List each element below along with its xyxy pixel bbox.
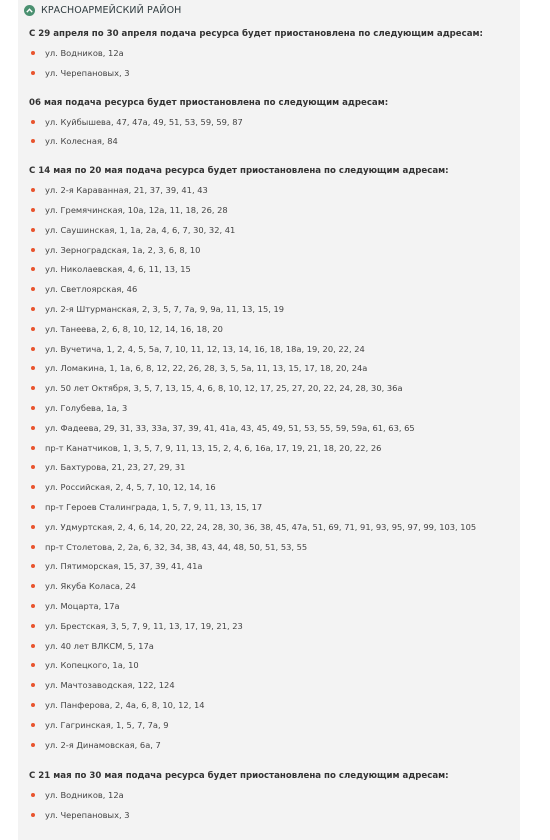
address-item: ул. Копецкого, 1а, 10: [29, 659, 520, 679]
address-item: ул. Бахтурова, 21, 23, 27, 29, 31: [29, 461, 520, 481]
address-item: ул. Светлоярская, 46: [29, 283, 520, 303]
address-item: ул. Колесная, 84: [29, 135, 520, 155]
address-item: ул. Моцарта, 17а: [29, 600, 520, 620]
section-title: 06 мая подача ресурса будет приостановлена по следующим адресам:: [29, 97, 389, 108]
notice-section: [18, 97, 520, 156]
sections-container: [18, 28, 520, 829]
address-item: ул. Ломакина, 1, 1а, 6, 8, 12, 22, 26, 28, 3, 5, 5а, 11, 13, 15, 17, 18, 20, 24а: [29, 362, 520, 382]
district-header[interactable]: [18, 0, 520, 20]
address-item: ул. Танеева, 2, 6, 8, 10, 12, 14, 16, 18, 20: [29, 323, 520, 343]
address-item: ул. Николаевская, 4, 6, 11, 13, 15: [29, 263, 520, 283]
address-item: ул. Саушинская, 1, 1а, 2а, 4, 6, 7, 30, 32, 41: [29, 224, 520, 244]
chevron-up-icon[interactable]: [24, 5, 35, 16]
address-item: ул. Якуба Коласа, 24: [29, 580, 520, 600]
address-item: ул. Пятиморская, 15, 37, 39, 41, 41а: [29, 560, 520, 580]
address-item: ул. Удмуртская, 2, 4, 6, 14, 20, 22, 24, 28, 30, 36, 38, 45, 47а, 51, 69, 71, 91, 93, 95, 97, 99, 103, 105: [29, 521, 520, 541]
address-item: ул. Вучетича, 1, 2, 4, 5, 5а, 7, 10, 11, 12, 13, 14, 16, 18, 18а, 19, 20, 22, 24: [29, 343, 520, 363]
address-item: пр-т Канатчиков, 1, 3, 5, 7, 9, 11, 13, 15, 2, 4, 6, 16а, 17, 19, 21, 18, 20, 22, 26: [29, 442, 520, 462]
section-title: С 21 мая по 30 мая подача ресурса будет приостановлена по следующим адресам:: [29, 771, 449, 782]
address-list: [29, 789, 520, 829]
address-item: пр-т Героев Сталинграда, 1, 5, 7, 9, 11, 13, 15, 17: [29, 501, 520, 521]
address-item: ул. Черепановых, 3: [29, 67, 520, 87]
district-panel: [18, 0, 520, 840]
address-item: ул. 2-я Штурманская, 2, 3, 5, 7, 7а, 9, 9а, 11, 13, 15, 19: [29, 303, 520, 323]
address-list: [29, 184, 520, 758]
notice-section: [18, 770, 520, 829]
address-item: ул. 50 лет Октября, 3, 5, 7, 13, 15, 4, 6, 8, 10, 12, 17, 25, 27, 20, 22, 24, 28, 30, 36а: [29, 382, 520, 402]
address-item: ул. Панферова, 2, 4а, 6, 8, 10, 12, 14: [29, 699, 520, 719]
address-item: ул. Черепановых, 3: [29, 809, 520, 829]
address-item: ул. Голубева, 1а, 3: [29, 402, 520, 422]
address-item: ул. Мачтозаводская, 122, 124: [29, 679, 520, 699]
address-item: ул. Фадеева, 29, 31, 33, 33а, 37, 39, 41, 41а, 43, 45, 49, 51, 53, 55, 59, 59а, 61, 63, 65: [29, 422, 520, 442]
address-item: ул. 40 лет ВЛКСМ, 5, 17а: [29, 640, 520, 660]
address-item: пр-т Столетова, 2, 2а, 6, 32, 34, 38, 43, 44, 48, 50, 51, 53, 55: [29, 541, 520, 561]
section-title: С 29 апреля по 30 апреля подача ресурса будет приостановлена по следующим адресам:: [29, 29, 483, 39]
address-item: ул. 2-я Караванная, 21, 37, 39, 41, 43: [29, 184, 520, 204]
notice-section: [18, 165, 520, 758]
address-list: [29, 47, 520, 87]
district-title: КРАСНОАРМЕЙСКИЙ РАЙОН: [41, 4, 182, 16]
address-item: ул. Гагринская, 1, 5, 7, 7а, 9: [29, 719, 520, 739]
notice-section: [18, 28, 520, 87]
address-item: ул. Гремячинская, 10а, 12а, 11, 18, 26, 28: [29, 204, 520, 224]
address-item: ул. Зерноградская, 1а, 2, 3, 6, 8, 10: [29, 244, 520, 264]
address-item: ул. 2-я Динамовская, 6а, 7: [29, 739, 520, 759]
address-item: ул. Российская, 2, 4, 5, 7, 10, 12, 14, 16: [29, 481, 520, 501]
section-title: С 14 мая по 20 мая подача ресурса будет приостановлена по следующим адресам:: [29, 166, 449, 177]
address-item: ул. Водников, 12а: [29, 789, 520, 809]
address-item: ул. Брестская, 3, 5, 7, 9, 11, 13, 17, 19, 21, 23: [29, 620, 520, 640]
address-item: ул. Водников, 12а: [29, 47, 520, 67]
address-list: [29, 116, 520, 156]
address-item: ул. Куйбышева, 47, 47а, 49, 51, 53, 59, 59, 87: [29, 116, 520, 136]
